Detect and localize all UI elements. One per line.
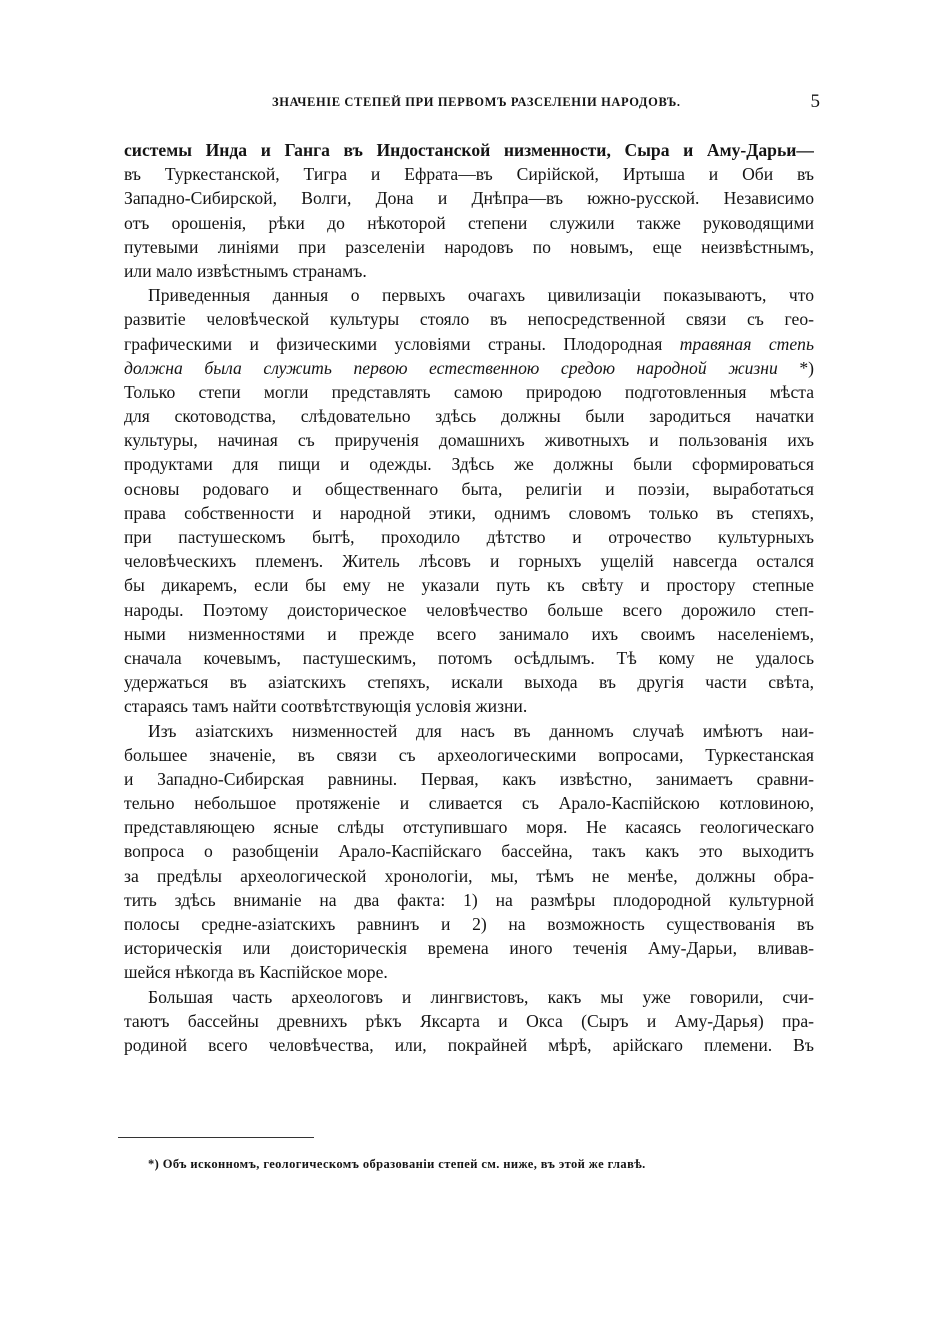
text-line: человѣческихъ племенъ. Житель лѣсовъ и горныхъ ущелій навсегда остался — [124, 551, 814, 572]
text-line: Большая часть археологовъ и лингвистовъ, какъ мы уже говорили, счи- — [148, 986, 814, 1007]
text-line: историческія или доисторическія времена иного теченія Аму-Дарьи, вливав- — [124, 938, 814, 959]
footnote-reference: *) — [799, 357, 814, 378]
running-title: ЗНАЧЕНІЕ СТЕПЕЙ ПРИ ПЕРВОМЪ РАЗСЕЛЕНІИ НАРОДОВЪ. — [272, 95, 681, 109]
text-line: сначала кочевымъ, пастушескимъ, потомъ осѣдлымъ. Тѣ кому не удалось — [124, 647, 814, 668]
text-line: таютъ бассейны древнихъ рѣкъ Яксарта и Окса (Сыръ и Аму-Дарья) пра- — [124, 1010, 814, 1031]
text-line: родиной всего человѣчества, или, покрайней мѣрѣ, арійскаго племени. Въ — [124, 1034, 814, 1055]
text-line: и Западно-Сибирская равнины. Первая, какъ извѣстно, занимаетъ сравни- — [124, 768, 814, 789]
italic-phrase: должна была служить первою естественною средою народной жизни — [124, 357, 778, 378]
text-line: полосы средне-азіатскихъ равнинъ и 2) на возможность существованія въ — [124, 914, 814, 934]
text-line: продуктами для пищи и одежды. Здѣсь же должны были сформироваться — [124, 454, 814, 475]
text-line: бы дикаремъ, если бы ему не указали путь къ свѣту и простору степные — [124, 575, 814, 596]
body-text — [124, 138, 814, 1057]
footnote: *) Объ исконномъ, геологическомъ образованіи степей см. ниже, въ этой же главѣ. — [148, 1157, 646, 1171]
page-number: 5 — [810, 91, 820, 112]
text-line: развитіе человѣческой культуры стояло въ непосредственной связи съ гео- — [124, 309, 814, 330]
text-line: культуры, начиная съ прирученія домашнихъ животныхъ и пользованія ихъ — [124, 430, 814, 451]
text-segment: графическими и физическими условіями страны. Плодородная — [124, 333, 663, 354]
footnote-divider — [118, 1137, 314, 1138]
paragraph-1 — [124, 138, 814, 283]
paragraph-3 — [124, 719, 814, 985]
text-line: Приведенныя данныя о первыхъ очагахъ цивилизаціи показываютъ, что — [148, 285, 814, 306]
paragraph-4 — [124, 985, 814, 1058]
text-line: большее значеніе, въ связи съ археологическими вопросами, Туркестанская — [124, 744, 814, 765]
text-line: шейся нѣкогда въ Каспійское море. — [124, 962, 388, 983]
text-line: путевыми линіями при разселеніи народовъ по новымъ, еще неизвѣстнымъ, — [124, 236, 814, 257]
text-line: для скотоводства, слѣдовательно здѣсь должны были зародиться начатки — [124, 406, 814, 427]
text-line-with-italic — [124, 332, 814, 356]
text-line: основы родоваго и общественнаго быта, религіи и поэзіи, выработаться — [124, 478, 814, 499]
text-line: права собственности и народной этики, однимъ словомъ только въ степяхъ, — [124, 502, 814, 523]
paragraph-2 — [124, 283, 814, 718]
text-line: отъ орошенія, рѣки до нѣкоторой степени служили также руководящими — [124, 212, 814, 233]
running-head — [120, 93, 820, 117]
text-line: при пастушескомъ бытѣ, проходило дѣтство и отрочество культурныхъ — [124, 527, 814, 547]
text-line: удержаться въ азіатскихъ степяхъ, искали выхода въ другія части свѣта, — [124, 672, 814, 693]
text-line: тить здѣсь вниманіе на два факта: 1) на размѣры плодородной культурной — [124, 889, 814, 910]
text-line: системы Инда и Ганга въ Индостанской низменности, Сыра и Аму-Дарьи— — [124, 140, 814, 160]
text-line: тельно небольшое протяженіе и сливается съ Арало-Каспійскою котловиною, — [124, 793, 814, 814]
text-line: за предѣлы археологической хронологіи, мы, тѣмъ не менѣе, должны обра- — [124, 865, 814, 886]
italic-phrase: травяная степь — [679, 333, 814, 354]
text-line: Западно-Сибирской, Волги, Дона и Днѣпра—въ южно-русской. Независимо — [124, 188, 814, 209]
text-line: Изъ азіатскихъ низменностей для насъ въ данномъ случаѣ имѣютъ наи- — [148, 720, 814, 741]
text-line: стараясь тамъ найти соотвѣтствующія условія жизни. — [124, 696, 528, 717]
text-line: Только степи могли представлять самою природою подготовленныя мѣста — [124, 381, 814, 402]
text-line: или мало извѣстнымъ странамъ. — [124, 260, 367, 281]
text-line: въ Туркестанской, Тигра и Ефрата—въ Сирійской, Иртыша и Оби въ — [124, 164, 814, 185]
text-line: вопроса о разобщеніи Арало-Каспійскаго бассейна, такъ какъ это выходитъ — [124, 841, 814, 862]
text-line: ными низменностями и прежде всего занимало ихъ своимъ населеніемъ, — [124, 623, 814, 644]
text-line: представляющею ясные слѣды отступившаго моря. Не касаясь геологическаго — [124, 817, 814, 838]
text-line: народы. Поэтому доисторическое человѣчество больше всего дорожило степ- — [124, 599, 814, 620]
text-line-with-footnote-mark — [124, 356, 814, 380]
